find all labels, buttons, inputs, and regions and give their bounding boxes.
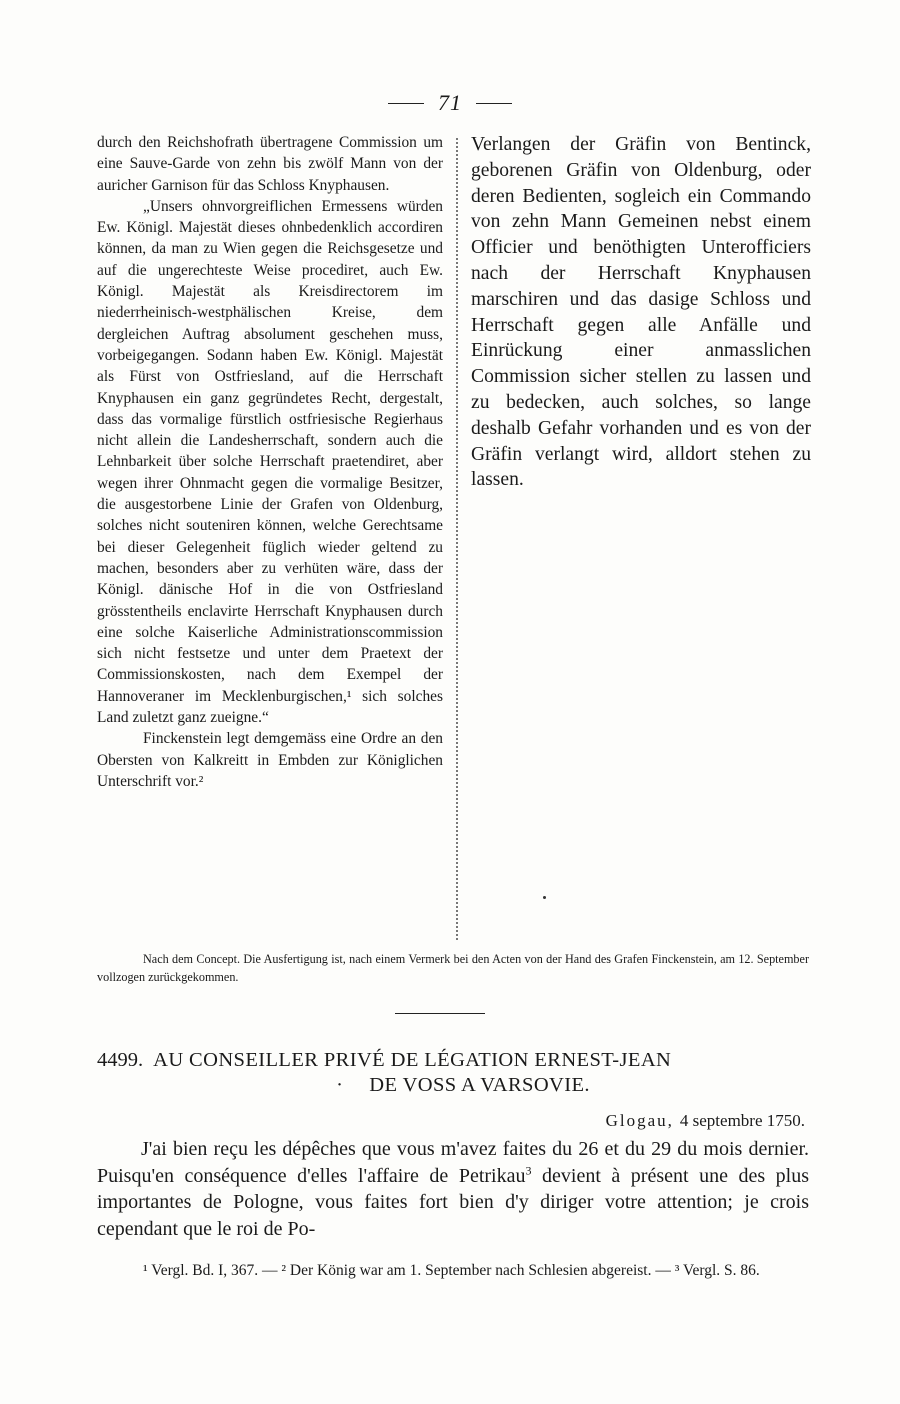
footnotes bbox=[97, 1260, 809, 1281]
heading-line-2: DE VOSS A VARSOVIE. bbox=[369, 1074, 590, 1096]
right-column bbox=[471, 132, 811, 493]
document-number: 4499. bbox=[97, 1049, 144, 1071]
letter-body bbox=[97, 1136, 809, 1242]
left-paragraph-2: „Unsers ohnvorgreiflichen Ermessens würden Ew. Königl. Majestät dieses ohnbedenklich accordiren können, da man zu Wien gegen die Reichsgesetze und auf die ungerechteste Weise procediret, auch Ew. Königl. Majestät als Kreisdirectorem im niederrheinisch-westphälischen Kreise, dem dergleichen Auftrag absolument geschehen muss, vorbeigegangen. Sodann haben Ew. Königl. Majestät als Fürst von Ostfriesland, auf die Herrschaft Knyphausen ein ganz gegründetes Recht, dergestalt, dass das vormalige fürstlich ostfriesische Regierhaus nicht allein die Landesherrschaft, sondern auch die Lehnbarkeit über solche Herrschaft praetendiret, aber wegen ihrer Ohnmacht gegen die vormalige Besitzer, die ausgestorbene Linie der Grafen von Oldenburg, solches nicht souteniren können, welche Gerechtsame bei dieser Gelegenheit füglich wieder geltend zu machen, besonders aber zu verhüten wäre, dass der Königl. dänische Hof in die von Ostfriesland grösstentheils enclavirte Herrschaft Knyphausen durch eine solche Kaiserliche Administrationscommission sich nicht festsetze und unter dem Praetext der Commissionskosten, nach dem Exempel der Hannoveraner im Mecklenburgischen,¹ sich solches Land zuletzt ganz zueigne.“ bbox=[97, 197, 443, 727]
source-note-text: Nach dem Concept. Die Ausfertigung ist, nach einem Vermerk bei den Acten von der Hand des Grafen Finckenstein, am 12. September vollzogen zurückgekommen. bbox=[97, 952, 809, 984]
order-text: Verlangen der Gräfin von Bentinck, geborenen Gräfin von Oldenburg, oder deren Bedienten, sogleich ein Commando von zehn Mann Gemeinen nebst einem Officier und benöthigten Unterofficiers nach der Herrschaft Knyphausen marschiren und das dasige Schloss und Herrschaft gegen alle Anfälle und Einrückung einer anmasslichen Commission sicher stellen zu lassen und zu bedecken, auch solches, so lange deshalb Gefahr vorhanden und es von der Gräfin verlangt wird, alldort stehen zu lassen. bbox=[471, 134, 811, 491]
letter-text-part-1: J'ai bien reçu les dépêches que vous m'avez faites du 26 et du 29 du mois dernier. Puisqu'en conséquence d'elles l'affaire de Petrikau bbox=[97, 1138, 809, 1187]
heading-mark: · bbox=[336, 1074, 344, 1096]
place-name: Glogau, bbox=[605, 1111, 674, 1130]
heading-line-1: AU CONSEILLER PRIVÉ DE LÉGATION ERNEST-JEAN bbox=[153, 1049, 672, 1071]
header-rule-left bbox=[388, 103, 424, 104]
left-paragraph-3: Finckenstein legt demgemäss eine Ordre an den Obersten von Kalkreitt in Embden zur Königlichen Unterschrift vor.² bbox=[97, 730, 443, 790]
footnotes-text: ¹ Vergl. Bd. I, 367. — ² Der König war am 1. September nach Schlesien abgereist. — ³ Vergl. S. 86. bbox=[143, 1262, 760, 1279]
page-header bbox=[350, 88, 550, 118]
section-divider bbox=[395, 1013, 485, 1014]
column-divider bbox=[456, 138, 458, 940]
left-column bbox=[97, 132, 443, 792]
left-paragraph-1: durch den Reichshofrath übertragene Commission um eine Sauve-Garde von zehn bis zwölf Mann von der auricher Garnison für das Schloss Knyphausen. bbox=[97, 134, 443, 194]
letter-date: 4 septembre 1750. bbox=[679, 1111, 805, 1130]
footnote-ref-3: 3 bbox=[525, 1162, 532, 1177]
heading-line-2-wrap bbox=[97, 1073, 809, 1098]
place-date-line bbox=[606, 1110, 805, 1132]
stray-mark bbox=[543, 896, 546, 899]
header-rule-right bbox=[476, 103, 512, 104]
source-note bbox=[97, 950, 809, 986]
letter-text-part-2: devient à présent une des plus importantes de Pologne, vous faites fort bien d'y diriger votre attention; je crois cependant que le roi de Po- bbox=[97, 1164, 810, 1240]
letter-paragraph bbox=[97, 1136, 809, 1242]
page-number: 71 bbox=[438, 90, 462, 115]
section-heading bbox=[97, 1048, 809, 1098]
